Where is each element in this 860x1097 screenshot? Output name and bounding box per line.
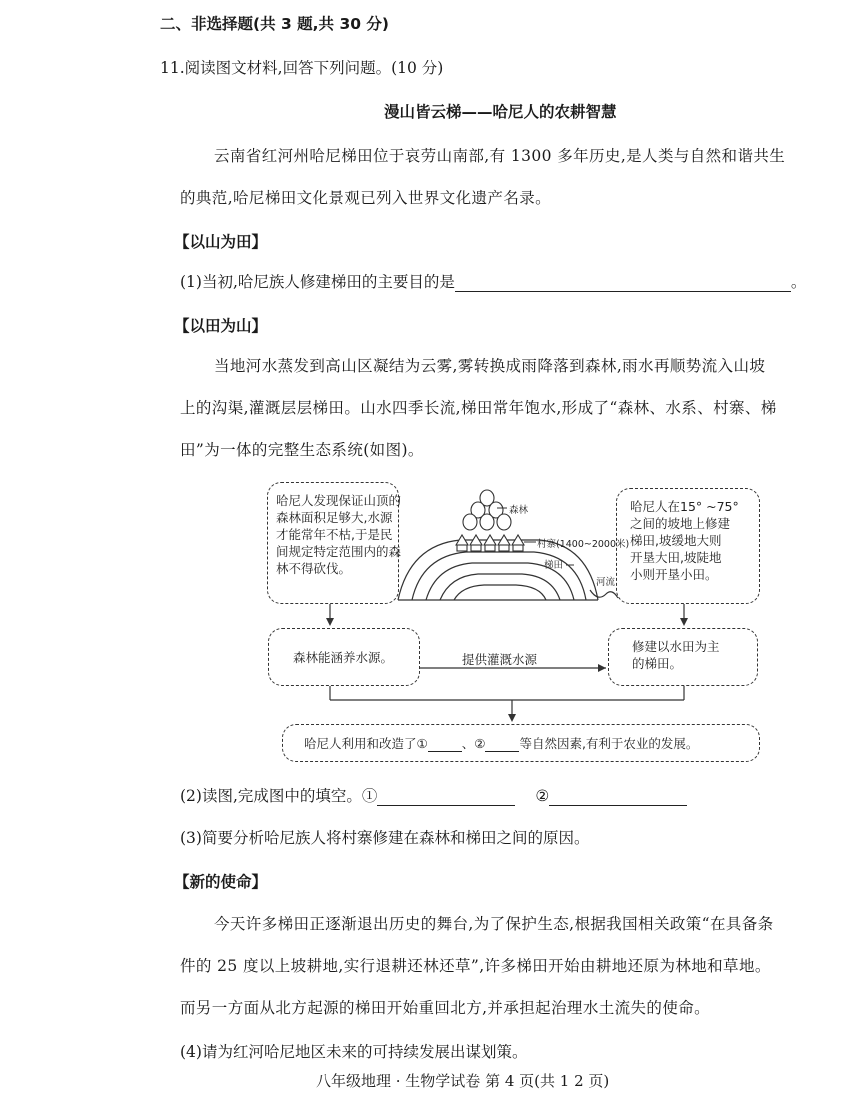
box-water-conservation-text: 森林能涵养水源。 [293,650,394,665]
river-icon [590,590,618,598]
arrow-label-irrigation: 提供灌溉水源 [462,652,538,667]
answer-blank-2-2[interactable] [549,789,687,806]
paragraph-3-line-3: 而另一方面从北方起源的梯田开始重回北方,并承担起治理水土流失的使命。 [180,999,711,1017]
label-river: 河流 [596,577,616,588]
box-paddy-terraces-text: 修建以水田为主 的梯田。 [632,639,720,671]
label-village: 村寨(1400~2000米) [537,539,630,550]
paragraph-1-line-2: 的典范,哈尼梯田文化景观已列入世界文化遗产名录。 [180,189,552,207]
page-footer: 八年级地理 · 生物学试卷 第 4 页(共 1 2 页) [316,1072,610,1090]
box-conclusion-text: 哈尼人利用和改造了① 、② 等自然因素,有利于农业的发展。 [304,736,699,751]
subheading-new-mission: 【新的使命】 [174,873,268,891]
village-icon [456,535,524,551]
question-4: (4)请为红河哈尼地区未来的可持续发展出谋划策。 [180,1043,528,1061]
merge-arrowhead [508,714,516,722]
subheading-yishanweitian: 【以山为田】 [174,233,268,251]
section-heading: 二、非选择题(共 3 题,共 30 分) [160,15,389,33]
question-1-text: (1)当初,哈尼族人修建梯田的主要目的是 [180,273,455,291]
forest-icon [463,490,511,530]
question-2-mark-2: ② [535,787,550,805]
article-title: 漫山皆云梯——哈尼人的农耕智慧 [384,103,617,121]
question-11-intro: 11.阅读图文材料,回答下列问题。(10 分) [160,59,444,77]
subheading-yitianweishan: 【以田为山】 [174,317,268,335]
question-2-text: (2)读图,完成图中的填空。① [180,787,378,805]
paragraph-2-line-3: 田”为一体的完整生态系统(如图)。 [180,441,424,459]
answer-blank-2-1[interactable] [377,789,515,806]
irrigation-arrowhead [598,664,606,672]
diagram-blank-1[interactable] [428,738,462,752]
paragraph-2-line-2: 上的沟渠,灌溉层层梯田。山水四季长流,梯田常年饱水,形成了“森林、水系、村寨、梯 [180,399,777,417]
diagram-blank-2[interactable] [485,738,519,752]
label-terrace: 梯田 [544,560,564,571]
question-3: (3)简要分析哈尼族人将村寨修建在森林和梯田之间的原因。 [180,829,590,847]
box-forest-protection-text: 哈尼人发现保证山顶的 森林面积足够大,水源 才能常年不枯,于是民 间规定特定范围内的森 林不得砍伐。 [276,493,402,576]
label-forest: 森林 [509,505,529,516]
paragraph-3-line-1: 今天许多梯田正逐渐退出历史的舞台,为了保护生态,根据我国相关政策“在具备条 [214,915,774,933]
paragraph-3-line-2: 件的 25 度以上坡耕地,实行退耕还林还草”,许多梯田开始由耕地还原为林地和草地。 [180,957,771,975]
paragraph-2-line-1: 当地河水蒸发到高山区凝结为云雾,雾转换成雨降落到森林,雨水再顺势流入山坡 [214,357,766,375]
question-2 [180,784,687,806]
box-terrace-slope-text: 哈尼人在15° ~75° 之间的坡地上修建 梯田,坡缓地大则 开垦大田,坡陡地 小则开垦小田。 [630,499,739,582]
question-1-end: 。 [790,273,807,291]
paragraph-1-line-1: 云南省红河州哈尼梯田位于哀劳山南部,有 1300 多年历史,是人类与自然和谐共生 [214,147,786,165]
